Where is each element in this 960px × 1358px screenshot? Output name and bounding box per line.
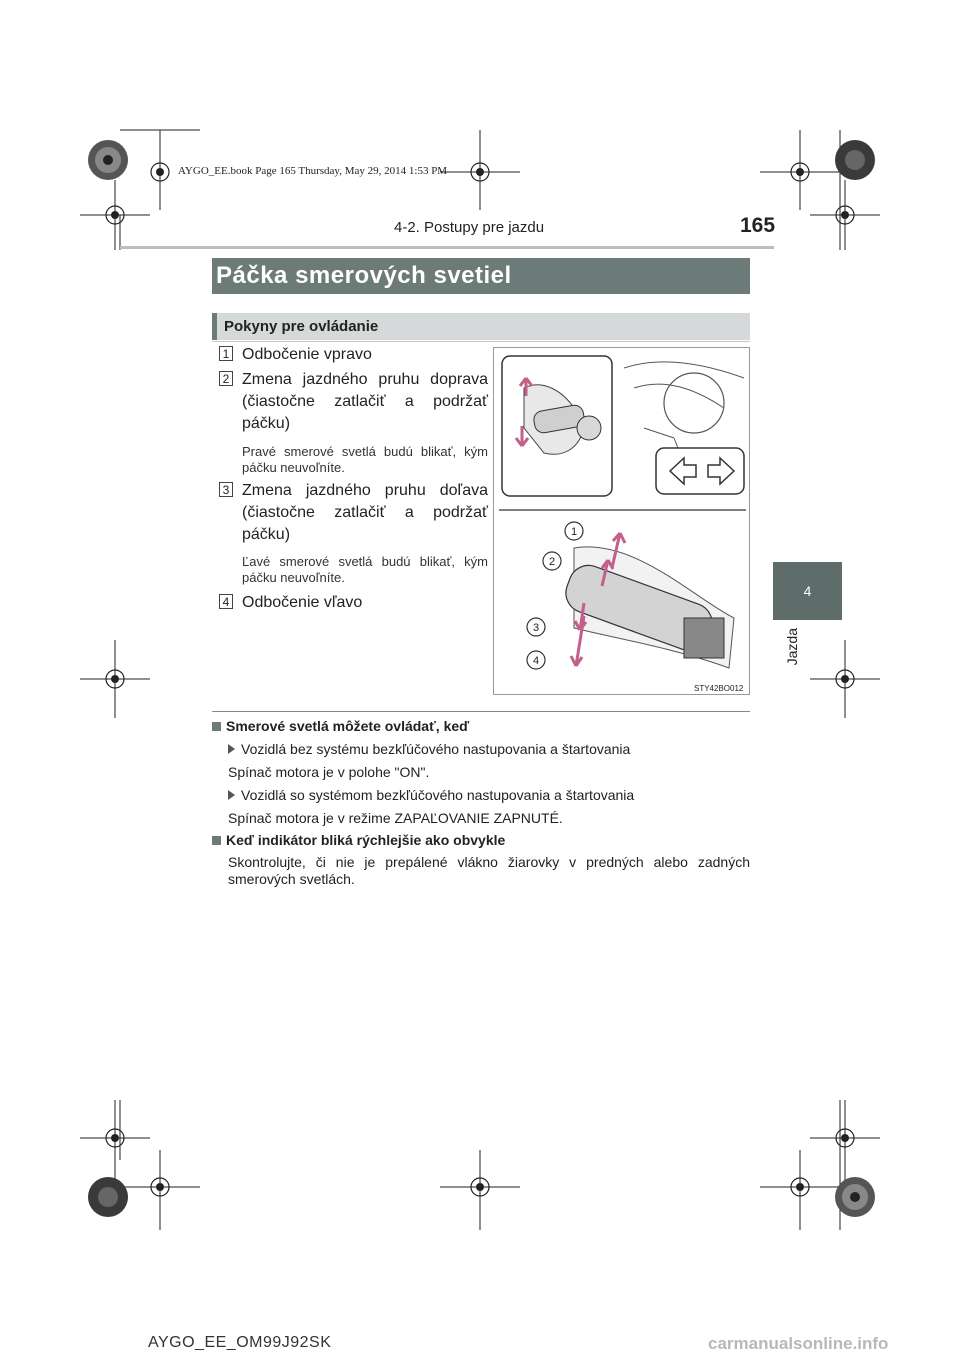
note-body: Spínač motora je v režime ZAPAĽOVANIE ZAPNUTÉ. [228,810,563,826]
inset-lever-closeup [502,356,612,496]
item-number-box: 3 [219,482,233,497]
item-number-box: 2 [219,371,233,386]
note-case [228,741,630,757]
square-bullet-icon [212,836,221,845]
section-divider [212,711,750,712]
callout-label: 4 [532,655,540,667]
sub-title-text: Pokyny pre ovládanie [224,318,379,335]
item-text: Zmena jazdného pruhu doprava (čiastočne zatlačiť a podržať páčku) [242,371,488,432]
note-heading [212,718,469,734]
callout-label: 2 [548,556,556,568]
header-rule [120,246,774,249]
main-title [212,258,750,294]
item-text: Zmena jazdného pruhu doľava (čiastočne zatlačiť a podržať páčku) [242,482,488,543]
chapter-label: Jazda [784,628,800,666]
note-body: Spínač motora je v polohe "ON". [228,764,430,780]
note-case-text: Vozidlá bez systému bezkľúčového nastupovania a štartovania [241,741,631,757]
item-number-box: 1 [219,346,233,361]
figure-code: STY42BO012 [694,684,744,693]
lever-illustration [493,347,750,695]
lever-illustration-svg [494,348,749,694]
item-note: Pravé smerové svetlá budú blikať, kým páčku neuvoľníte. [242,444,488,475]
section-title: 4-2. Postupy pre jazdu [394,219,545,236]
note-heading-text: Smerové svetlá môžete ovládať, keď [226,718,470,734]
note-heading [212,832,505,848]
note-heading-text: Keď indikátor bliká rýchlejšie ako obvykle [226,832,506,848]
triangle-bullet-icon [228,744,235,754]
lever-main-drawing [527,522,734,669]
page-number: 165 [740,214,776,237]
inset-dashboard [624,362,744,494]
item-text: Odbočenie vpravo [242,346,372,363]
chapter-tab [773,562,842,620]
sub-rule [212,341,750,342]
triangle-bullet-icon [228,790,235,800]
note-case-text: Vozidlá so systémom bezkľúčového nastupovania a štartovania [241,787,635,803]
item-text: Odbočenie vľavo [242,594,363,611]
watermark: carmanualsonline.info [708,1334,889,1353]
square-bullet-icon [212,722,221,731]
item-note: Ľavé smerové svetlá budú blikať, kým páčku neuvoľníte. [242,554,488,585]
sub-title [212,313,750,340]
chapter-label-wrap [784,628,804,673]
book-stamp: AYGO_EE.book Page 165 Thursday, May 29, 2014 1:53 PM [178,165,448,177]
note-case [228,787,634,803]
note-body: Skontrolujte, či nie je prepálené vlákno žiarovky v predných alebo zadných smerových svetlách. [228,854,750,887]
main-title-text: Páčka smerových svetiel [216,262,512,289]
chapter-number: 4 [803,583,812,599]
footer-code: AYGO_EE_OM99J92SK [148,1334,332,1351]
callout-label: 1 [570,526,578,538]
callout-label: 3 [532,622,540,634]
item-number-box: 4 [219,594,233,609]
